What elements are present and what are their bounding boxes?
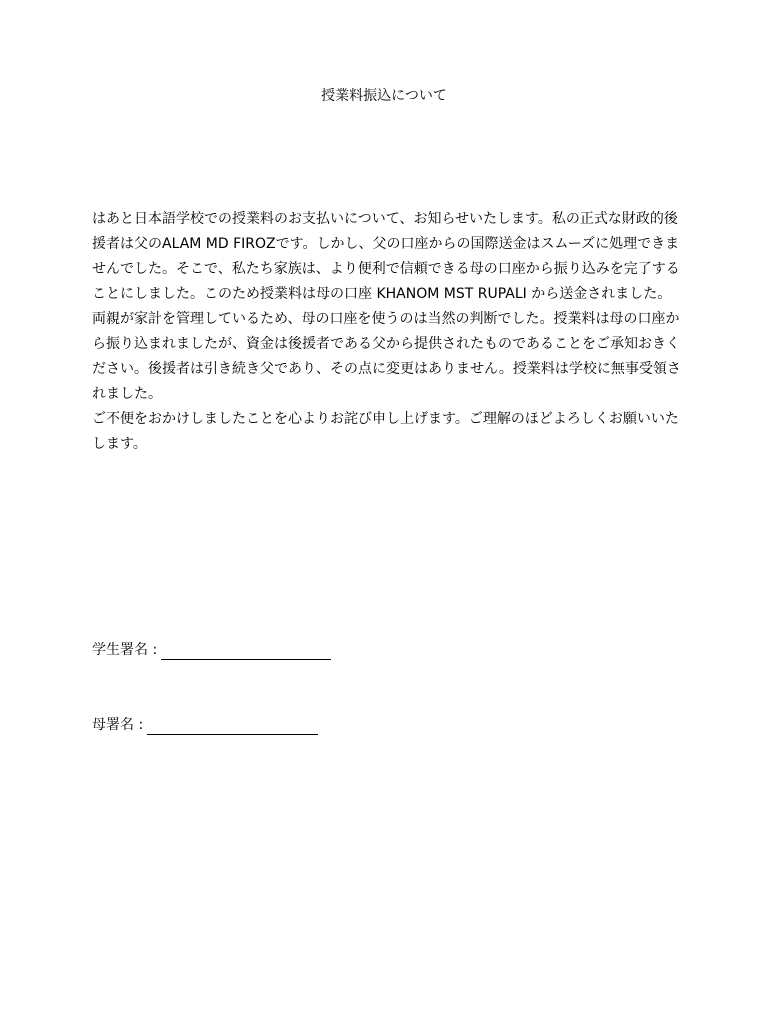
mother-signature [92, 715, 318, 735]
document-title: 授業料振込について [321, 88, 447, 104]
body-paragraph-1: はあと日本語学校での授業料のお支払いについて、お知らせいたします。私の正式な財政的後援者は父のALAM MD FIROZです。しかし、父の口座からの国際送金はスムーズに処理できませんでした。そこで、私たち家族は、より便利で信頼できる母の口座から振り込みを完了することにしました。このため授業料は母の口座 KHANOM MST RUPALI から送金されました。両親が家計を管理しているため、母の口座を使うのは当然の判断でした。授業料は母の口座から振り込まれましたが、資金は後援者である父から提供されたものであることをご承知おきください。後援者は引き続き父であり、その点に変更はありません。授業料は学校に無事受領されました。 [92, 211, 681, 402]
mother-signature-line [147, 718, 318, 735]
document-body [92, 207, 682, 457]
body-paragraph-2: ご不便をおかけしましたことを心よりお詫び申し上げます。ご理解のほどよろしくお願いいたします。 [92, 411, 679, 452]
student-signature-line [161, 643, 331, 660]
student-signature [92, 640, 331, 660]
student-signature-label: 学生署名 : [92, 642, 158, 658]
mother-signature-label: 母署名 : [92, 717, 144, 733]
